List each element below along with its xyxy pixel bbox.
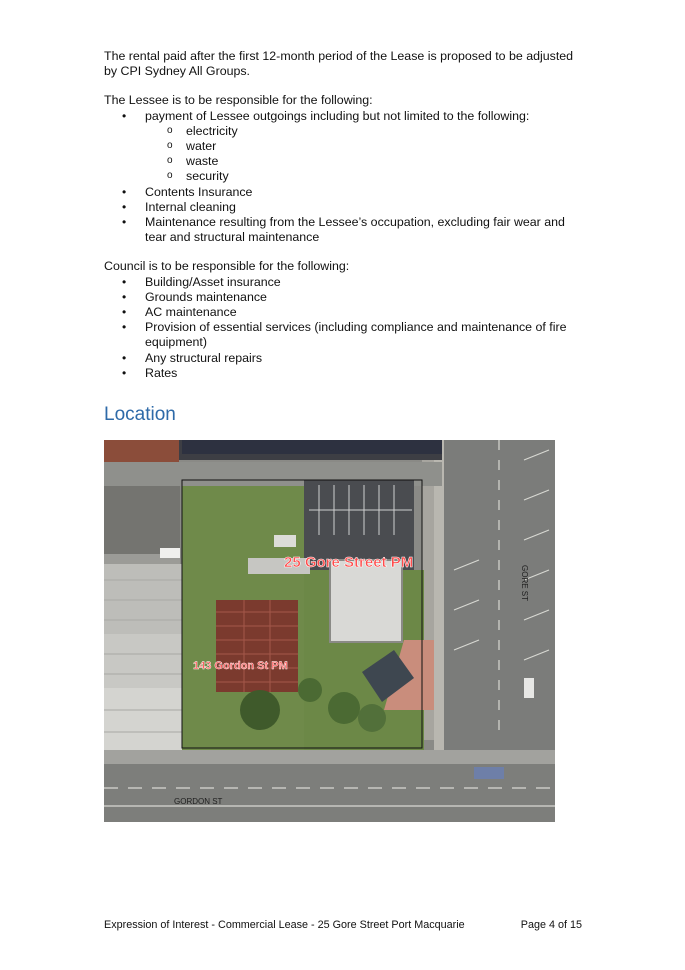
council-list: [104, 275, 584, 381]
sublist-item: o security: [145, 169, 584, 184]
list-item: • Provision of essential services (including compliance and maintenance of fire equipment): [104, 320, 584, 350]
list-item: • Grounds maintenance: [104, 290, 584, 305]
location-heading: Location: [104, 404, 176, 426]
footer-title: Expression of Interest - Commercial Lease - 25 Gore Street Port Macquarie: [104, 919, 465, 931]
list-item: • Rates: [104, 366, 584, 381]
intro-paragraph: The rental paid after the first 12-month period of the Lease is proposed to be adjusted by CPI Sydney All Groups.: [104, 49, 574, 79]
list-item: • Maintenance resulting from the Lessee’s occupation, excluding fair wear and tear and structural maintenance: [104, 215, 584, 245]
lessee-item-outgoings: payment of Lessee outgoings including but not limited to the following:: [145, 108, 530, 123]
council-heading: Council is to be responsible for the following:: [104, 259, 350, 274]
map-label-secondary: 143 Gordon St PM: [193, 660, 288, 672]
aerial-map-image: [104, 440, 555, 822]
map-label-main: 25 Gore Street PM: [284, 554, 414, 571]
map-street-label-gore: GORE ST: [520, 565, 529, 602]
sublist-item: o electricity: [145, 124, 584, 139]
sublist-item: o waste: [145, 154, 584, 169]
list-item: • Contents Insurance: [104, 185, 584, 200]
lessee-list: [104, 109, 584, 246]
list-item: • Any structural repairs: [104, 351, 584, 366]
page-footer: [104, 918, 584, 933]
lessee-heading: The Lessee is to be responsible for the following:: [104, 93, 373, 108]
list-item: [104, 109, 584, 185]
document-body: [104, 49, 584, 427]
list-item: • Building/Asset insurance: [104, 275, 584, 290]
sublist-item: o water: [145, 139, 584, 154]
outgoings-sublist: [145, 124, 584, 185]
list-item: • Internal cleaning: [104, 200, 584, 215]
page-number: Page 4 of 15: [520, 919, 582, 931]
list-item: • AC maintenance: [104, 305, 584, 320]
map-street-label-gordon: GORDON ST: [174, 797, 223, 806]
